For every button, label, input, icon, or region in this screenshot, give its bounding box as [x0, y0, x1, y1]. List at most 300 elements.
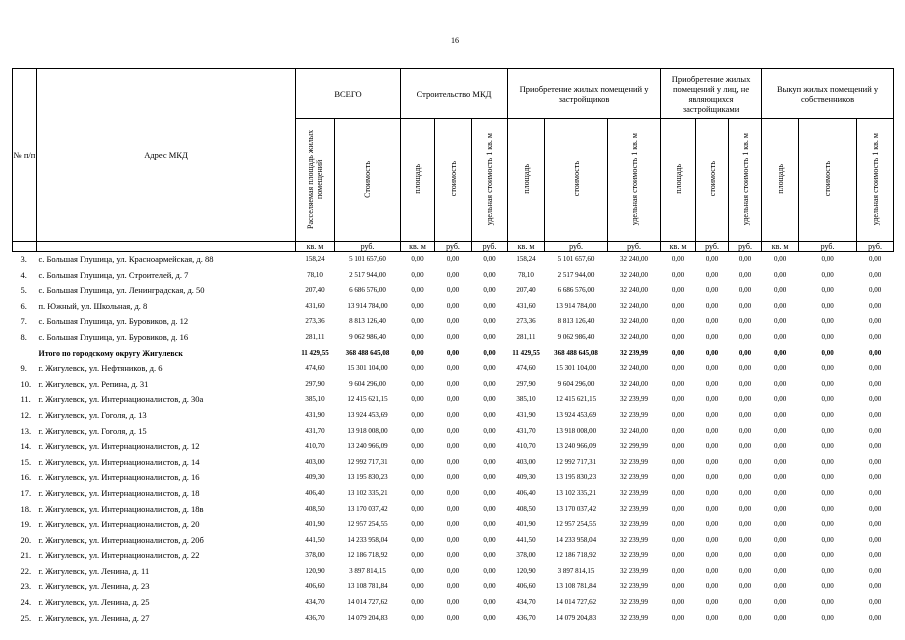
value-cell: 0,00	[671, 566, 685, 575]
value-cell: 0,00	[411, 395, 424, 404]
value-cell: 0,00	[483, 535, 496, 544]
value-cell: 0,00	[738, 551, 752, 560]
value-cell: 0,00	[671, 582, 685, 591]
table-row	[13, 470, 894, 486]
unit-cell: руб.	[729, 242, 762, 252]
value-cell: 32 239,99	[620, 410, 649, 419]
value-cell: 32 239,99	[620, 488, 649, 497]
value-cell: 406,40	[516, 488, 536, 497]
row-address: г. Жигулевск, ул. Нефтяников, д. 6	[38, 363, 163, 374]
value-cell: 408,50	[516, 504, 536, 513]
value-cell: 0,00	[738, 582, 752, 591]
value-cell: 401,90	[516, 520, 536, 529]
value-cell: 0,00	[868, 395, 882, 404]
value-cell: 0,00	[868, 364, 882, 373]
value-cell: 441,50	[305, 535, 325, 544]
value-cell: 0,00	[773, 286, 787, 295]
value-cell: 158,24	[516, 255, 536, 263]
value-cell: 0,00	[738, 301, 752, 310]
value-cell: 0,00	[671, 255, 685, 263]
table-row	[13, 517, 894, 533]
value-cell: 32 240,00	[620, 286, 649, 295]
value-cell: 9 604 296,00	[349, 379, 386, 388]
value-cell: 78,10	[518, 270, 534, 279]
value-cell: 0,00	[821, 504, 834, 513]
group4-subheader-0-label: площадь	[775, 164, 785, 194]
value-cell: 0,00	[705, 488, 719, 497]
value-cell: 0,00	[705, 582, 719, 591]
value-cell: 0,00	[483, 317, 496, 326]
table-row	[13, 502, 894, 518]
value-cell: 0,00	[671, 317, 685, 326]
group2-subheader-1-label: стоимость	[571, 161, 581, 197]
table-row	[13, 408, 894, 424]
value-cell: 0,00	[446, 504, 460, 513]
value-cell: 0,00	[821, 442, 834, 451]
value-cell: 0,00	[868, 457, 882, 466]
value-cell: 0,00	[446, 442, 460, 451]
value-cell: 32 239,99	[620, 520, 649, 529]
value-cell: 0,00	[483, 504, 496, 513]
group1-subheader-1-label: стоимость	[448, 161, 458, 197]
unit-cell: руб.	[857, 242, 894, 252]
row-address: г. Жигулевск, ул. Интернационалистов, д. 18в	[38, 503, 204, 514]
value-cell: 0,00	[821, 473, 834, 482]
value-cell: 9 062 986,40	[349, 332, 386, 341]
group2-subheader-0	[508, 119, 545, 242]
value-cell: 0,00	[738, 395, 752, 404]
value-cell: 297,90	[516, 379, 536, 388]
value-cell: 12 992 717,31	[555, 457, 597, 466]
value-cell: 0,00	[738, 457, 752, 466]
value-cell: 13 918 008,00	[347, 426, 388, 435]
value-cell: 0,00	[705, 379, 719, 388]
value-cell: 0,00	[821, 520, 834, 529]
value-cell: 0,00	[821, 395, 834, 404]
value-cell: 32 240,00	[620, 379, 649, 388]
value-cell: 0,00	[868, 332, 882, 341]
value-cell: 0,00	[483, 613, 496, 622]
group3-subheader-0-label: площадь	[673, 164, 683, 194]
units-blank	[13, 242, 37, 252]
value-cell: 0,00	[868, 551, 882, 560]
value-cell: 0,00	[483, 301, 496, 310]
value-cell: 0,00	[411, 566, 424, 575]
value-cell: 0,00	[738, 317, 752, 326]
page-number: 16	[451, 36, 459, 45]
value-cell: 434,70	[305, 598, 325, 607]
row-number: 10.	[20, 378, 32, 389]
value-cell: 11 429,55	[512, 348, 540, 357]
value-cell: 0,00	[446, 286, 460, 295]
value-cell: 12 186 718,92	[347, 551, 388, 560]
table-row	[13, 486, 894, 502]
value-cell: 0,00	[446, 395, 460, 404]
value-cell: 0,00	[671, 348, 685, 357]
value-cell: 0,00	[773, 457, 787, 466]
value-cell: 0,00	[738, 520, 752, 529]
value-cell: 0,00	[446, 426, 460, 435]
value-cell: 0,00	[773, 364, 787, 373]
value-cell: 403,00	[305, 457, 325, 466]
value-cell: 0,00	[773, 395, 787, 404]
group4-subheader-1	[799, 119, 857, 242]
value-cell: 0,00	[411, 332, 424, 341]
row-address: с. Большая Глушица, ул. Строителей, д. 7	[38, 269, 189, 280]
value-cell: 13 195 830,23	[347, 473, 388, 482]
value-cell: 406,60	[516, 582, 536, 591]
value-cell: 0,00	[821, 535, 834, 544]
value-cell: 0,00	[738, 348, 752, 357]
value-cell: 0,00	[773, 566, 787, 575]
value-cell: 0,00	[821, 613, 834, 622]
row-address: г. Жигулевск, ул. Интернационалистов, д. 14	[38, 456, 200, 467]
row-number: 18.	[20, 503, 32, 514]
value-cell: 0,00	[411, 301, 424, 310]
value-cell: 0,00	[446, 317, 460, 326]
value-cell: 0,00	[671, 504, 685, 513]
value-cell: 403,00	[516, 457, 536, 466]
value-cell: 32 239,99	[620, 582, 649, 591]
value-cell: 0,00	[868, 535, 882, 544]
unit-cell: кв. м	[762, 242, 799, 252]
total-subheader-1-label: Стоимость	[363, 160, 372, 198]
value-cell: 0,00	[483, 332, 496, 341]
value-cell: 0,00	[446, 348, 460, 357]
value-cell: 0,00	[483, 364, 496, 373]
value-cell: 14 014 727,62	[347, 598, 388, 607]
value-cell: 0,00	[446, 332, 460, 341]
value-cell: 0,00	[446, 255, 460, 263]
table-row	[13, 283, 894, 299]
value-cell: 0,00	[738, 535, 752, 544]
value-cell: 409,30	[305, 473, 325, 482]
value-cell: 9 062 986,40	[557, 332, 595, 341]
value-cell: 434,70	[516, 598, 536, 607]
value-cell: 0,00	[868, 286, 882, 295]
row-number: 3.	[20, 254, 27, 264]
group3-subheader-1	[696, 119, 729, 242]
value-cell: 0,00	[773, 520, 787, 529]
group-developer-header: Приобретение жилых помещений у застройщиков	[508, 69, 661, 119]
value-cell: 5 101 657,60	[557, 255, 595, 263]
value-cell: 0,00	[868, 598, 882, 607]
value-cell: 13 918 008,00	[555, 426, 597, 435]
value-cell: 32 240,00	[620, 426, 649, 435]
value-cell: 0,00	[773, 379, 787, 388]
value-cell: 32 239,99	[620, 566, 649, 575]
row-address: г. Жигулевск, ул. Гоголя, д. 15	[38, 425, 147, 436]
unit-cell: руб.	[435, 242, 472, 252]
table-row	[13, 455, 894, 471]
value-cell: 15 301 104,00	[347, 364, 388, 373]
value-cell: 0,00	[446, 535, 460, 544]
value-cell: 14 233 958,04	[347, 535, 388, 544]
value-cell: 13 170 037,42	[347, 504, 388, 513]
value-cell: 13 240 966,09	[347, 442, 388, 451]
unit-cell: кв. м	[401, 242, 435, 252]
value-cell: 409,30	[516, 473, 536, 482]
value-cell: 0,00	[738, 286, 752, 295]
table-row	[13, 268, 894, 284]
value-cell: 14 014 727,62	[555, 598, 597, 607]
value-cell: 0,00	[671, 520, 685, 529]
group3-subheader-2	[729, 119, 762, 242]
value-cell: 13 108 781,84	[555, 582, 597, 591]
value-cell: 0,00	[773, 301, 787, 310]
row-address: г. Жигулевск, ул. Интернационалистов, д. 16	[38, 472, 200, 483]
row-address: п. Южный, ул. Школьная, д. 8	[38, 300, 148, 311]
row-number: 7.	[20, 316, 27, 327]
value-cell: 0,00	[671, 442, 685, 451]
value-cell: 0,00	[411, 551, 424, 560]
row-number: 6.	[20, 300, 27, 311]
value-cell: 0,00	[868, 504, 882, 513]
value-cell: 0,00	[705, 457, 719, 466]
value-cell: 0,00	[411, 364, 424, 373]
value-cell: 0,00	[671, 410, 685, 419]
value-cell: 32 240,00	[620, 317, 649, 326]
row-address: г. Жигулевск, ул. Интернационалистов, д. 18	[38, 487, 200, 498]
value-cell: 12 415 621,15	[555, 395, 597, 404]
value-cell: 13 102 335,21	[555, 488, 597, 497]
value-cell: 3 897 814,15	[557, 566, 595, 575]
value-cell: 0,00	[705, 551, 719, 560]
value-cell: 273,36	[516, 317, 536, 326]
value-cell: 431,90	[516, 410, 536, 419]
value-cell: 0,00	[446, 301, 460, 310]
value-cell: 13 170 037,42	[555, 504, 597, 513]
value-cell: 436,70	[516, 613, 536, 622]
value-cell: 0,00	[483, 551, 496, 560]
row-number: 25.	[20, 612, 32, 623]
value-cell: 0,00	[671, 379, 685, 388]
value-cell: 431,70	[305, 426, 325, 435]
value-cell: 32 239,99	[620, 504, 649, 513]
value-cell: 0,00	[868, 426, 882, 435]
value-cell: 0,00	[446, 364, 460, 373]
value-cell: 0,00	[411, 442, 424, 451]
value-cell: 0,00	[705, 255, 719, 263]
value-cell: 0,00	[446, 613, 460, 622]
units-row	[13, 242, 894, 252]
unit-cell: руб.	[545, 242, 608, 252]
value-cell: 0,00	[868, 379, 882, 388]
value-cell: 0,00	[773, 613, 787, 622]
value-cell: 0,00	[483, 566, 496, 575]
unit-cell: руб.	[472, 242, 508, 252]
value-cell: 0,00	[483, 488, 496, 497]
group1-subheader-2	[472, 119, 508, 242]
row-number: 12.	[20, 409, 32, 420]
value-cell: 0,00	[483, 270, 496, 279]
value-cell: 32 240,00	[620, 332, 649, 341]
value-cell: 0,00	[705, 426, 719, 435]
value-cell: 78,10	[307, 270, 323, 279]
value-cell: 0,00	[773, 317, 787, 326]
row-number: 15.	[20, 456, 32, 467]
row-address: с. Большая Глушица, ул. Ленинградская, д. 50	[38, 285, 205, 296]
value-cell: 368 488 645,08	[554, 348, 598, 357]
value-cell: 0,00	[483, 582, 496, 591]
value-cell: 0,00	[821, 364, 834, 373]
value-cell: 0,00	[446, 410, 460, 419]
row-address: с. Большая Глушица, ул. Красноармейская, д. 88	[38, 254, 214, 264]
value-cell: 0,00	[671, 473, 685, 482]
value-cell: 406,60	[305, 582, 325, 591]
row-address: г. Жигулевск, ул. Интернационалистов, д. 20	[38, 519, 200, 530]
value-cell: 32 239,99	[620, 613, 649, 622]
value-cell: 32 239,99	[620, 598, 649, 607]
value-cell: 0,00	[411, 488, 424, 497]
row-address: г. Жигулевск, ул. Интернационалистов, д. 12	[38, 441, 200, 452]
col-num-header: № п/п	[13, 69, 37, 242]
value-cell: 378,00	[305, 551, 325, 560]
table-row	[13, 424, 894, 440]
value-cell: 0,00	[705, 442, 719, 451]
value-cell: 15 301 104,00	[555, 364, 597, 373]
value-cell: 0,00	[868, 566, 882, 575]
value-cell: 0,00	[773, 255, 787, 263]
value-cell: 281,11	[516, 332, 536, 341]
unit-cell: кв. м	[661, 242, 696, 252]
value-cell: 0,00	[821, 426, 834, 435]
value-cell: 0,00	[671, 551, 685, 560]
group3-subheader-2-label: удельная стоимость 1 кв. м	[740, 132, 750, 226]
row-number: 13.	[20, 425, 32, 436]
table-row	[13, 330, 894, 346]
row-address: с. Большая Глушица, ул. Буровиков, д. 12	[38, 316, 189, 327]
value-cell: 0,00	[738, 379, 752, 388]
value-cell: 0,00	[773, 442, 787, 451]
value-cell: 0,00	[446, 379, 460, 388]
unit-cell: кв. м	[296, 242, 335, 252]
value-cell: 0,00	[738, 270, 752, 279]
value-cell: 0,00	[821, 317, 834, 326]
value-cell: 0,00	[411, 520, 424, 529]
resettlement-table	[12, 68, 894, 626]
group-total-header: ВСЕГО	[296, 69, 401, 119]
value-cell: 13 914 784,00	[347, 301, 388, 310]
value-cell: 0,00	[773, 582, 787, 591]
value-cell: 385,10	[305, 395, 325, 404]
unit-cell: руб.	[696, 242, 729, 252]
value-cell: 0,00	[446, 598, 460, 607]
value-cell: 0,00	[705, 520, 719, 529]
value-cell: 0,00	[705, 535, 719, 544]
value-cell: 0,00	[821, 286, 834, 295]
value-cell: 0,00	[483, 473, 496, 482]
value-cell: 14 079 204,83	[347, 613, 388, 622]
table-row	[13, 392, 894, 408]
value-cell: 0,00	[483, 286, 496, 295]
table-row	[13, 595, 894, 611]
row-number: 14.	[20, 441, 32, 452]
value-cell: 0,00	[671, 598, 685, 607]
value-cell: 0,00	[671, 488, 685, 497]
value-cell: 0,00	[868, 410, 882, 419]
value-cell: 0,00	[483, 457, 496, 466]
row-address: г. Жигулевск, ул. Ленина, д. 11	[38, 565, 150, 576]
value-cell: 120,90	[305, 566, 325, 575]
value-cell: 0,00	[671, 270, 685, 279]
value-cell: 32 239,99	[620, 395, 649, 404]
value-cell: 2 517 944,00	[557, 270, 595, 279]
value-cell: 0,00	[705, 598, 719, 607]
value-cell: 0,00	[821, 301, 834, 310]
value-cell: 12 957 254,55	[347, 520, 388, 529]
table-row	[13, 252, 894, 268]
value-cell: 13 924 453,69	[555, 410, 597, 419]
value-cell: 0,00	[738, 504, 752, 513]
value-cell: 0,00	[446, 582, 460, 591]
total-subheader-1	[335, 119, 401, 242]
value-cell: 0,00	[705, 395, 719, 404]
value-cell: 0,00	[868, 473, 882, 482]
value-cell: 14 233 958,04	[555, 535, 597, 544]
value-cell: 0,00	[411, 410, 424, 419]
group2-subheader-2-label: удельная стоимость 1 кв. м	[629, 132, 639, 226]
value-cell: 0,00	[821, 332, 834, 341]
value-cell: 0,00	[446, 551, 460, 560]
row-address: Итого по городскому округу Жигулевск	[38, 348, 183, 358]
table-row	[13, 611, 894, 627]
value-cell: 0,00	[821, 566, 834, 575]
group4-subheader-2	[857, 119, 894, 242]
value-cell: 12 415 621,15	[347, 395, 388, 404]
value-cell: 32 239,99	[620, 535, 649, 544]
value-cell: 0,00	[446, 520, 460, 529]
value-cell: 5 101 657,60	[349, 255, 386, 263]
value-cell: 0,00	[738, 332, 752, 341]
value-cell: 431,60	[305, 301, 325, 310]
value-cell: 0,00	[738, 488, 752, 497]
value-cell: 431,90	[305, 410, 325, 419]
value-cell: 0,00	[411, 535, 424, 544]
value-cell: 0,00	[773, 426, 787, 435]
group1-subheader-0-label: площадь	[413, 164, 422, 194]
value-cell: 0,00	[738, 255, 752, 263]
value-cell: 0,00	[868, 270, 882, 279]
value-cell: 385,10	[516, 395, 536, 404]
row-number: 20.	[20, 534, 32, 545]
value-cell: 0,00	[773, 348, 787, 357]
value-cell: 0,00	[411, 504, 424, 513]
group3-subheader-1-label: стоимость	[707, 161, 717, 197]
group-construction-header: Строительство МКД	[401, 69, 508, 119]
value-cell: 0,00	[773, 270, 787, 279]
value-cell: 0,00	[671, 364, 685, 373]
value-cell: 32 239,99	[620, 473, 649, 482]
value-cell: 0,00	[773, 504, 787, 513]
table-row	[13, 439, 894, 455]
group2-subheader-2	[608, 119, 661, 242]
value-cell: 378,00	[516, 551, 536, 560]
value-cell: 0,00	[705, 286, 719, 295]
unit-cell: кв. м	[508, 242, 545, 252]
value-cell: 436,70	[305, 613, 325, 622]
value-cell: 0,00	[868, 348, 882, 357]
value-cell: 6 686 576,00	[349, 286, 386, 295]
row-number: 17.	[20, 487, 32, 498]
value-cell: 410,70	[305, 442, 325, 451]
table-row	[13, 377, 894, 393]
value-cell: 0,00	[446, 473, 460, 482]
value-cell: 0,00	[868, 317, 882, 326]
row-number: 11.	[20, 394, 31, 405]
value-cell: 0,00	[738, 442, 752, 451]
value-cell: 32 239,99	[620, 551, 649, 560]
